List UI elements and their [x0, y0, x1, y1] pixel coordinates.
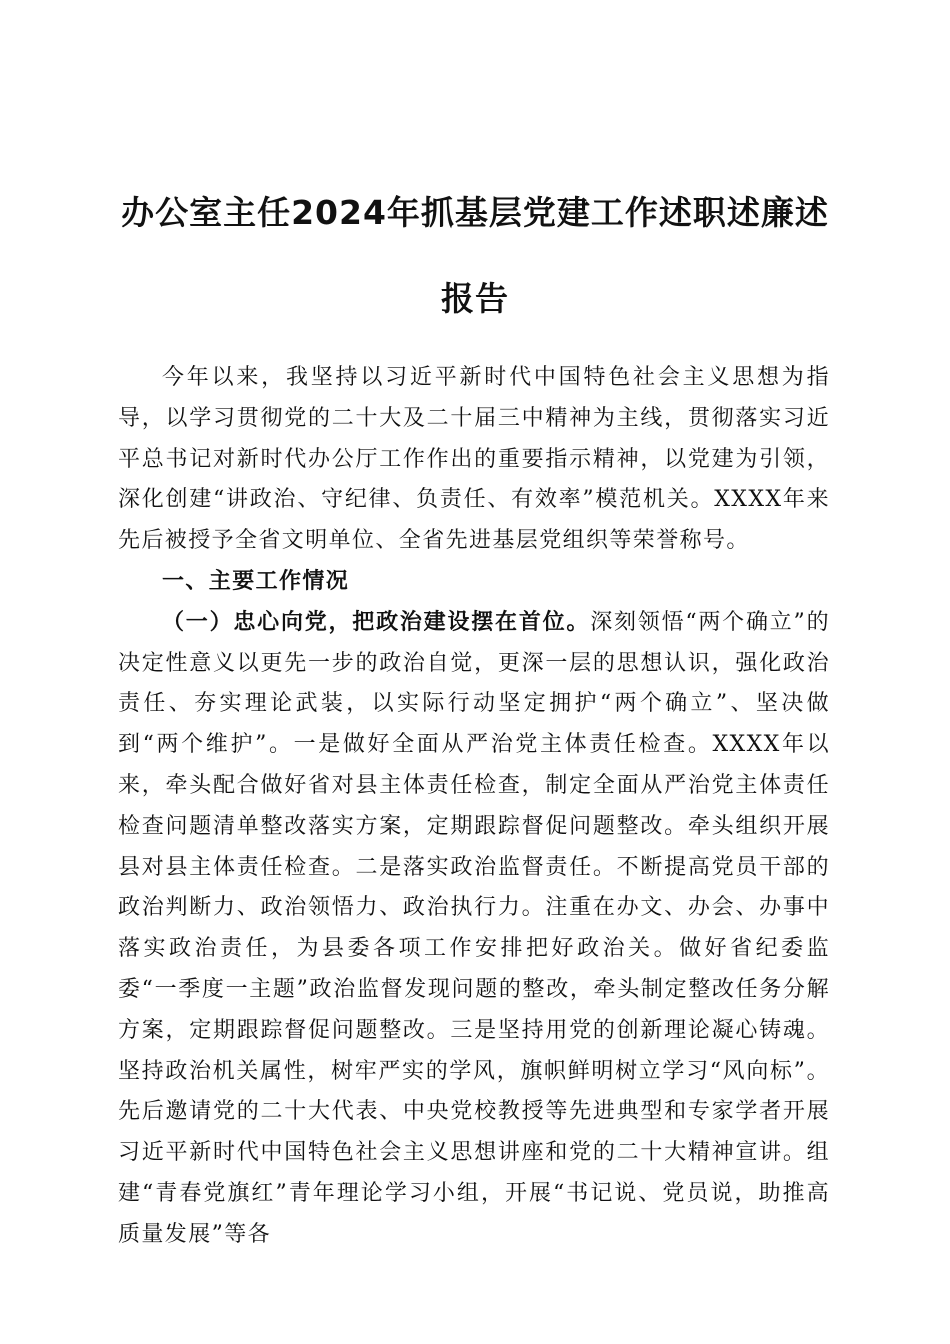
subsection-paragraph	[118, 603, 830, 1256]
subsection-body: 深刻领悟“两个确立”的决定性意义以更先一步的政治自觉，更深一层的思想认识，强化政治责任、夯实理论武装，以实际行动坚定拥护“两个确立”、坚决做到“两个维护”。一是做好全面从严治党主体责任检查。XXXX年以来，牵头配合做好省对县主体责任检查，制定全面从严治党主体责任检查问题清单整改落实方案，定期跟踪督促问题整改。牵头组织开展县对县主体责任检查。二是落实政治监督责任。不断提高党员干部的政治判断力、政治领悟力、政治执行力。注重在办文、办会、办事中落实政治责任，为县委各项工作安排把好政治关。做好省纪委监委“一季度一主题”政治监督发现问题的整改，牵头制定整改任务分解方案，定期跟踪督促问题整改。三是坚持用党的创新理论凝心铸魂。坚持政治机关属性，树牢严实的学风，旗帜鲜明树立学习“风向标”。先后邀请党的二十大代表、中央党校教授等先进典型和专家学者开展习近平新时代中国特色社会主义思想讲座和党的二十大精神宣讲。组建“青春党旗红”青年理论学习小组，开展“书记说、党员说，助推高质量发展”等各	[118, 609, 830, 1247]
section-heading: 一、主要工作情况	[162, 568, 350, 594]
subsection-lead: （一）忠心向党，把政治建设摆在首位。	[162, 609, 591, 635]
document-title: 办公室主任2024年抓基层党建工作述职述廉述报告	[121, 193, 829, 318]
intro-paragraph: 今年以来，我坚持以习近平新时代中国特色社会主义思想为指导，以学习贯彻党的二十大及二十届三中精神为主线，贯彻落实习近平总书记对新时代办公厅工作作出的重要指示精神，以党建为引领，深化创建“讲政治、守纪律、负责任、有效率”模范机关。XXXX年来先后被授予全省文明单位、全省先进基层党组织等荣誉称号。	[118, 365, 830, 554]
document-body	[118, 358, 830, 1256]
